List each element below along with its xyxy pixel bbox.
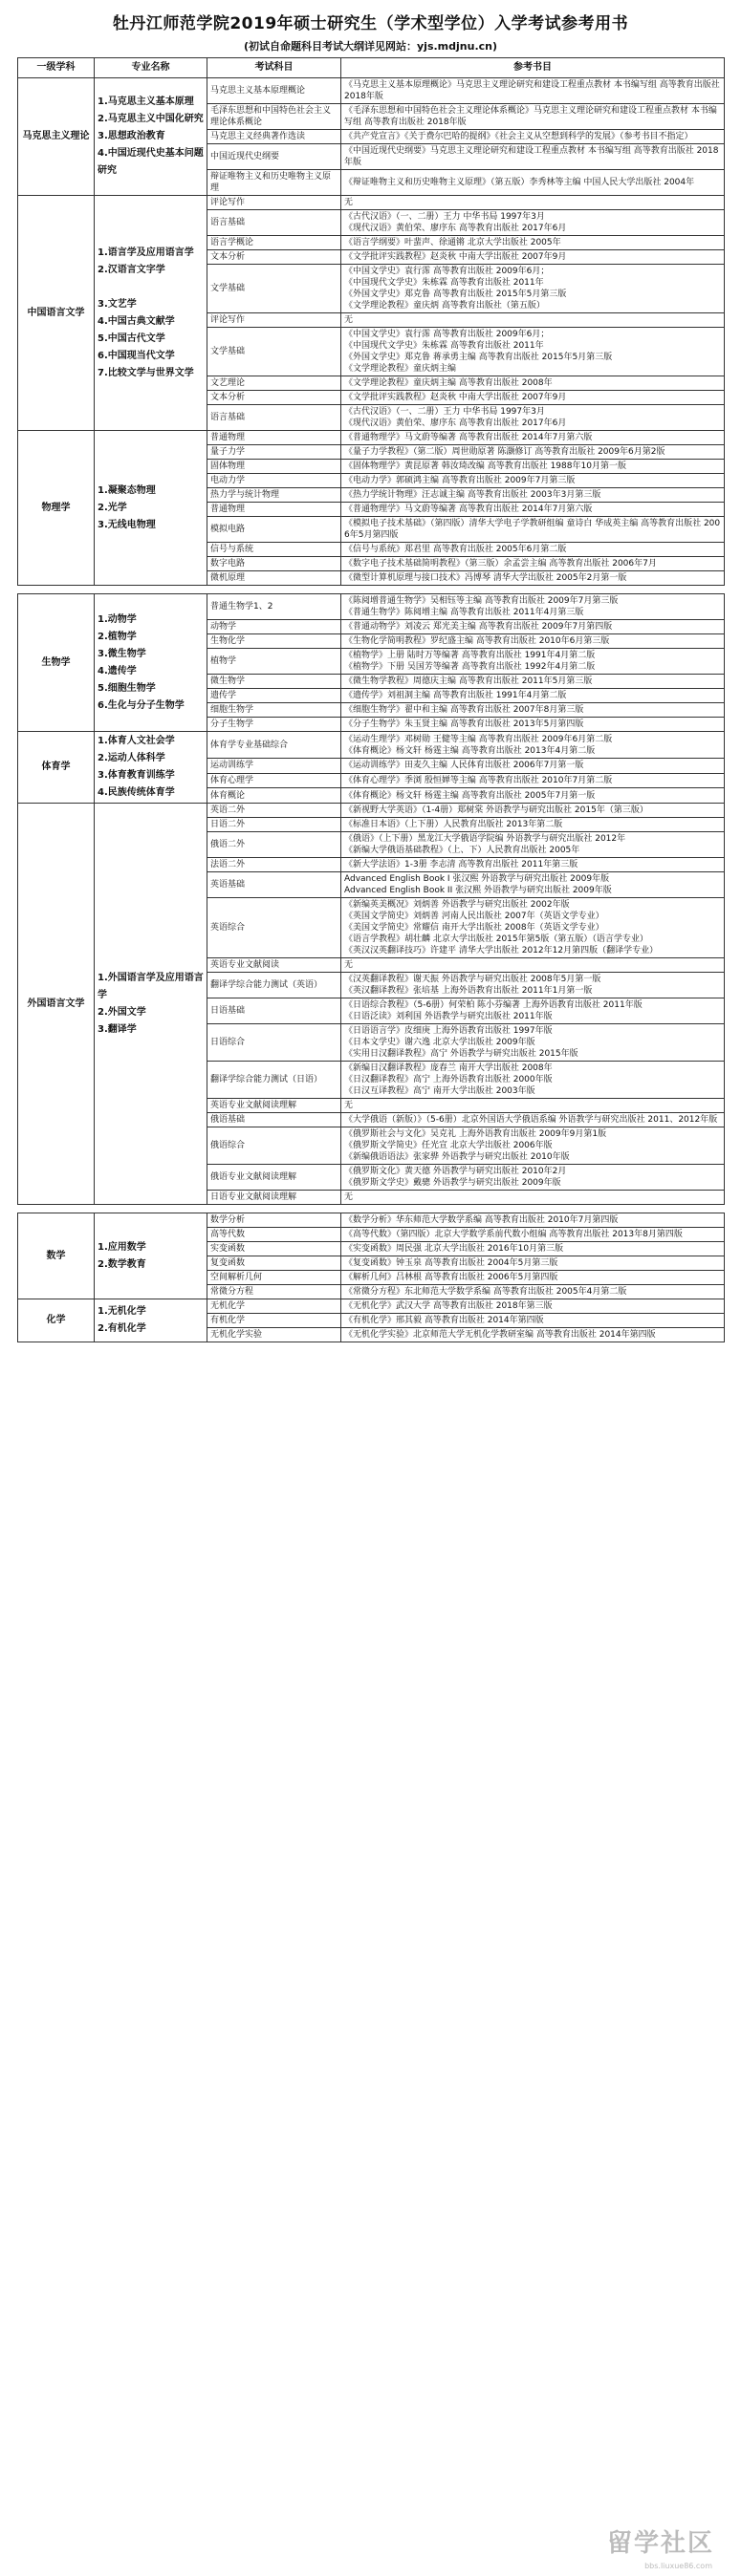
exam-cell: 马克思主义基本原理概论: [207, 78, 341, 104]
reference-line: 《实变函数》周民强 北京大学出版社 2016年10月第三版: [344, 1244, 564, 1254]
reference-line: 《毛泽东思想和中国特色社会主义理论体系概论》马克思主义理论研究和建设工程重点教材 本书编写组 高等教育出版社 2018年版: [344, 106, 717, 127]
reference-cell: [341, 78, 725, 104]
major-item: 1.外国语言学及应用语言学: [98, 972, 204, 1000]
reference-line: 《新编日汉翻译教程》庞春兰 南开大学出版社 2008年: [344, 1063, 553, 1073]
exam-cell: 翻译学综合能力测试（日语）: [207, 1062, 341, 1099]
reference-cell: [341, 405, 725, 431]
watermark-logo: 留学社区: [606, 2529, 714, 2558]
major-item: 6.中国现当代文学: [98, 350, 175, 361]
reference-line: 《常微分方程》东北师范大学数学系编 高等教育出版社 2005年4月第二版: [344, 1287, 627, 1297]
reference-line: 《陈阅增普通生物学》吴相钰等主编 高等教育出版社 2009年7月第三版: [344, 596, 619, 606]
reference-cell: [341, 391, 725, 405]
subject-cell: 外国语言文学: [18, 804, 95, 1205]
reference-line: 《大学俄语（新版）》（5-6册）北京外国语大学俄语系编 外语教学与研究出版社 2011、2012年版: [344, 1115, 718, 1125]
reference-cell: [341, 196, 725, 210]
reference-line: 《普通动物学》刘凌云 郑光美主编 高等教育出版社 2009年7月第四版: [344, 622, 613, 632]
reference-cell: [341, 265, 725, 313]
reference-cell: [341, 689, 725, 703]
exam-cell: 模拟电路: [207, 517, 341, 543]
exam-cell: 电动力学: [207, 474, 341, 488]
reference-line: 《植物学》上册 陆时万等编著 高等教育出版社 1991年4月第二版: [344, 651, 596, 660]
page-subtitle: (初试自命题科目考试大纲详见网站：yjs.mdjnu.cn): [243, 40, 498, 53]
subject-cell: 生物学: [18, 594, 95, 732]
reference-cell: [341, 832, 725, 858]
exam-cell: 实变函数: [207, 1242, 341, 1256]
table-row: [18, 1213, 725, 1228]
reference-line: 《运动训练学》田麦久主编 人民体育出版社 2006年7月第一版: [344, 761, 584, 771]
reference-cell: [341, 376, 725, 391]
reference-line: 《中国近现代史纲要》马克思主义理论研究和建设工程重点教材 本书编写组 高等教育出版社 2018年版: [344, 146, 719, 167]
reference-line: 《电动力学》郭硕鸿主编 高等教育出版社 2009年7月第三版: [344, 476, 576, 485]
reference-cell: [341, 634, 725, 649]
major-cell: [95, 1213, 207, 1299]
exam-cell: 体育概论: [207, 788, 341, 804]
major-cell: [95, 594, 207, 732]
reference-cell: [341, 543, 725, 557]
reference-line: 《马克思主义基本原理概论》马克思主义理论研究和建设工程重点教材 本书编写组 高等教育出版社 2018年版: [344, 80, 720, 101]
reference-cell: [341, 675, 725, 689]
reference-cell: [341, 620, 725, 634]
reference-line: 《外国文学史》郑克鲁 蒋承勇主编 高等教育出版社 2015年5月第三版: [344, 353, 613, 362]
reference-line: 《标准日本语》（上下册）人民教育出版社 2013年第二版: [344, 820, 563, 829]
major-item: 1.应用数学: [98, 1241, 146, 1253]
reference-line: 《体育概论》杨文轩 杨霆主编 高等教育出版社 2005年7月第一版: [344, 790, 596, 801]
exam-cell: 复变函数: [207, 1256, 341, 1271]
reference-line: 《古代汉语》（一、二册）王力 中华书局 1997年3月: [344, 407, 545, 417]
reference-cell: [341, 1299, 725, 1314]
reference-cell: [341, 1213, 725, 1228]
exam-cell: 毛泽东思想和中国特色社会主义理论体系概论: [207, 104, 341, 130]
exam-cell: 中国近现代史纲要: [207, 144, 341, 170]
exam-cell: 英语专业文献阅读: [207, 958, 341, 973]
reference-cell: [341, 1271, 725, 1285]
reference-cell: [341, 313, 725, 328]
major-item: 2.光学: [98, 502, 127, 513]
reference-line: 《现代汉语》黄伯荣、廖序东 高等教育出版社 2017年6月: [344, 224, 567, 233]
reference-cell: [341, 773, 725, 788]
reference-cell: [341, 1228, 725, 1242]
exam-cell: 俄语基础: [207, 1113, 341, 1127]
reference-line: 《微型计算机原理与接口技术》冯博琴 清华大学出版社 2005年2月第一版: [344, 573, 627, 583]
reference-cell: [341, 445, 725, 460]
major-item: 2.外国文学: [98, 1006, 146, 1018]
major-item: 4.民族传统体育学: [98, 787, 175, 798]
reference-line: 《新编俄语语法》张家骅 外语教学与研究出版社 2010年版: [344, 1152, 570, 1162]
reference-line: 《有机化学》邢其毅 高等教育出版社 2014年第四版: [344, 1316, 544, 1325]
subject-cell: 马克思主义理论: [18, 78, 95, 196]
table-row: [18, 594, 725, 620]
reference-line: 《复变函数》钟玉泉 高等教育出版社 2004年5月第三版: [344, 1258, 558, 1268]
reference-cell: [341, 594, 725, 620]
reference-line: 《普通物理学》马文蔚等编著 高等教育出版社 2014年7月第六版: [344, 433, 593, 442]
table-row: [18, 431, 725, 445]
exam-cell: 文本分析: [207, 250, 341, 265]
reference-line: Advanced English Book II 张汉熙 外语教学与研究出版社 2009年版: [344, 886, 612, 895]
header-reference: 参考书目: [341, 58, 725, 78]
reference-line: 《日语语言学》皮细庚 上海外语教育出版社 1997年版: [344, 1026, 553, 1036]
reference-cell: [341, 1242, 725, 1256]
header-exam: 考试科目: [207, 58, 341, 78]
exam-cell: 有机化学: [207, 1314, 341, 1328]
reference-line: 《实用日汉翻译教程》高宁 外语教学与研究出版社 2015年版: [344, 1049, 578, 1059]
exam-cell: 英语基础: [207, 872, 341, 898]
reference-line: 《细胞生物学》翟中和主编 高等教育出版社 2007年8月第三版: [344, 705, 584, 715]
reference-table-part-1: [17, 57, 725, 586]
reference-line: 《解析几何》吕林根 高等教育出版社 2006年5月第四版: [344, 1273, 558, 1282]
reference-line: 《俄罗斯文化》黄天德 外语教学与研究出版社 2010年2月: [344, 1167, 567, 1176]
major-item: 1.动物学: [98, 613, 137, 625]
exam-cell: 微机原理: [207, 571, 341, 586]
exam-cell: 体育心理学: [207, 773, 341, 788]
exam-cell: 文学基础: [207, 328, 341, 376]
reference-cell: [341, 210, 725, 236]
reference-cell: [341, 1314, 725, 1328]
reference-cell: [341, 144, 725, 170]
reference-line: 《文学理论教程》童庆炳主编 高等教育出版社 2008年: [344, 378, 553, 388]
reference-line: 《英国文学简史》刘炳善 河南人民出版社 2007年（英语文学专业）: [344, 912, 604, 921]
exam-cell: 数学分析: [207, 1213, 341, 1228]
reference-cell: [341, 488, 725, 503]
major-item: 3.体育教育训练学: [98, 770, 175, 781]
reference-line: 《俄罗斯文学史》戴骢 外语教学与研究出版社 2009年版: [344, 1178, 561, 1188]
major-item: 4.遗传学: [98, 665, 137, 676]
reference-line: 《外国文学史》郑克鲁 高等教育出版社 2015年5月第三版: [344, 290, 567, 299]
exam-cell: 翻译学综合能力测试（英语）: [207, 973, 341, 998]
exam-cell: 固体物理: [207, 460, 341, 474]
watermark-site: bbs.liuxue86.com: [644, 2562, 712, 2570]
reference-line: 《运动生理学》邓树勋 王健等主编 高等教育出版社 2009年6月第二版: [344, 734, 613, 744]
reference-cell: [341, 804, 725, 818]
reference-line: 《日本文学史》谢六逸 北京大学出版社 2009年版: [344, 1038, 535, 1047]
exam-cell: 生物化学: [207, 634, 341, 649]
exam-cell: 数字电路: [207, 557, 341, 571]
header-major: 专业名称: [95, 58, 207, 78]
table-header-row: [18, 58, 725, 78]
exam-cell: 日语综合: [207, 1024, 341, 1062]
reference-line: 《现代汉语》黄伯荣、廖序东 高等教育出版社 2017年6月: [344, 419, 567, 428]
reference-table-part-3: [17, 1213, 725, 1342]
exam-cell: 日语二外: [207, 818, 341, 832]
reference-line: 《热力学统计物理》汪志诚主编 高等教育出版社 2003年3月第三版: [344, 490, 601, 500]
major-item: 3.微生物学: [98, 648, 146, 659]
major-item: 2.有机化学: [98, 1323, 146, 1334]
exam-cell: 微生物学: [207, 675, 341, 689]
reference-table-part-2: [17, 593, 725, 1205]
exam-cell: 俄语综合: [207, 1127, 341, 1165]
reference-line: 《微生物学教程》周德庆主编 高等教育出版社 2011年5月第三版: [344, 676, 593, 686]
subject-cell: 化学: [18, 1299, 95, 1342]
major-item: 4.中国近现代史基本问题研究: [98, 148, 204, 176]
major-item: 2.运动人体科学: [98, 753, 165, 763]
exam-cell: 文本分析: [207, 391, 341, 405]
major-item: 3.思想政治教育: [98, 131, 165, 141]
exam-cell: 动物学: [207, 620, 341, 634]
reference-line: 《中国现代文学史》朱栋霖 高等教育出版社 2011年: [344, 341, 544, 351]
reference-cell: [341, 788, 725, 804]
exam-cell: 信号与系统: [207, 543, 341, 557]
major-item: 2.数学教育: [98, 1258, 146, 1270]
reference-line: 《新编英美概况》刘炳善 外语教学与研究出版社 2002年版: [344, 900, 570, 910]
reference-cell: [341, 1328, 725, 1342]
subject-cell: 中国语言文学: [18, 196, 95, 431]
exam-cell: 语言基础: [207, 405, 341, 431]
major-cell: [95, 196, 207, 431]
major-item: [98, 279, 204, 296]
exam-cell: 语言学概论: [207, 236, 341, 250]
reference-cell: [341, 998, 725, 1024]
reference-cell: [341, 1256, 725, 1271]
major-item: 1.无机化学: [98, 1306, 146, 1317]
major-cell: [95, 732, 207, 804]
exam-cell: 常微分方程: [207, 1285, 341, 1299]
reference-line: 《文学理论教程》童庆炳 高等教育出版社（第五版）: [344, 301, 545, 311]
reference-cell: [341, 718, 725, 732]
major-cell: [95, 1299, 207, 1342]
reference-line: 《中国现代文学史》朱栋霖 高等教育出版社 2011年: [344, 278, 544, 288]
reference-cell: [341, 759, 725, 774]
exam-cell: 评论写作: [207, 313, 341, 328]
reference-cell: [341, 557, 725, 571]
reference-line: 《日语泛读》刘利国 外语教学与研究出版社 2011年版: [344, 1012, 553, 1021]
reference-line: 《数学分析》华东师范大学数学系编 高等教育出版社 2010年7月第四版: [344, 1215, 619, 1225]
reference-line: 《普通物理学》马文蔚等编著 高等教育出版社 2014年7月第六版: [344, 504, 593, 514]
major-item: 2.汉语言文字学: [98, 264, 165, 275]
reference-cell: [341, 1062, 725, 1099]
reference-cell: [341, 703, 725, 718]
exam-cell: 普通物理: [207, 431, 341, 445]
major-item: 7.比较文学与世界文学: [98, 367, 194, 378]
major-cell: [95, 78, 207, 196]
exam-cell: 俄语二外: [207, 832, 341, 858]
reference-cell: [341, 1165, 725, 1191]
reference-line: 无: [344, 960, 354, 970]
reference-line: 《生物化学简明教程》罗纪盛主编 高等教育出版社 2010年6月第三版: [344, 636, 610, 646]
reference-cell: [341, 1099, 725, 1113]
major-item: 3.翻译学: [98, 1023, 137, 1035]
reference-cell: [341, 571, 725, 586]
exam-cell: 分子生物学: [207, 718, 341, 732]
reference-line: 《文学批评实践教程》赵炎秋 中南大学出版社 2007年9月: [344, 252, 567, 262]
reference-line: 《高等代数》（第四版）北京大学数学系前代数小组编 高等教育出版社 2013年8月第四版: [344, 1230, 683, 1239]
reference-line: 《信号与系统》郑君里 高等教育出版社 2005年6月第二版: [344, 545, 567, 554]
reference-line: 《植物学》下册 吴国芳等编著 高等教育出版社 1992年4月第二版: [344, 662, 596, 672]
exam-cell: 植物学: [207, 649, 341, 675]
exam-cell: 英语二外: [207, 804, 341, 818]
exam-cell: 普通物理: [207, 503, 341, 517]
page-title: 牡丹江师范学院2019年硕士研究生（学术型学位）入学考试参考用书: [112, 14, 629, 33]
reference-line: 《辩证唯物主义和历史唯物主义原理》（第五版）李秀林等主编 中国人民大学出版社 2004年: [344, 178, 695, 187]
reference-cell: [341, 898, 725, 958]
reference-line: 《中国文学史》袁行霈 高等教育出版社 2009年6月；: [344, 267, 550, 276]
reference-line: 《日汉翻译教程》高宁 上海外语教育出版社 2000年版: [344, 1075, 553, 1084]
reference-line: 《日汉互译教程》高宁 南开大学出版社 2003年版: [344, 1086, 535, 1096]
reference-line: 《美国文学简史》常耀信 南开大学出版社 2008年（英语文学专业）: [344, 923, 604, 933]
major-cell: [95, 804, 207, 1205]
major-item: 1.体育人文社会学: [98, 736, 175, 746]
reference-cell: [341, 503, 725, 517]
reference-cell: [341, 517, 725, 543]
exam-cell: 无机化学: [207, 1299, 341, 1314]
exam-cell: 体育学专业基础综合: [207, 732, 341, 759]
major-item: 5.中国古代文学: [98, 333, 165, 344]
reference-line: 《遗传学》刘祖洞主编 高等教育出版社 1991年4月第二版: [344, 691, 567, 700]
reference-line: 《俄罗斯文学简史》任光宣 北京大学出版社 2006年版: [344, 1141, 553, 1150]
major-item: 4.中国古典文献学: [98, 315, 175, 327]
reference-line: Advanced English Book I 张汉熙 外语教学与研究出版社 2009年版: [344, 874, 610, 884]
exam-cell: 普通生物学1、2: [207, 594, 341, 620]
reference-line: 《体育心理学》季浏 殷恒婵等主编 高等教育出版社 2010年7月第二版: [344, 776, 613, 786]
reference-line: 无: [344, 1101, 354, 1110]
reference-cell: [341, 858, 725, 872]
reference-line: 《体育概论》杨文轩 杨霆主编 高等教育出版社 2013年4月第二版: [344, 745, 596, 756]
major-cell: [95, 431, 207, 586]
exam-cell: 评论写作: [207, 196, 341, 210]
reference-line: 《普通生物学》陈阅增主编 高等教育出版社 2011年4月第三版: [344, 608, 584, 617]
table-row: [18, 804, 725, 818]
exam-cell: 马克思主义经典著作选读: [207, 130, 341, 144]
reference-cell: [341, 649, 725, 675]
reference-cell: [341, 1024, 725, 1062]
reference-line: 《俄罗斯社会与文化》吴克礼 上海外语教育出版社 2009年9月第1版: [344, 1129, 607, 1139]
reference-line: 《共产党宣言》《关于费尔巴哈的提纲》《社会主义从空想到科学的发展》（参考书目不指定）: [344, 132, 693, 141]
reference-line: 《无机化学》武汉大学 高等教育出版社 2018年第三版: [344, 1301, 553, 1311]
reference-line: 《新大学法语》1-3册 李志清 高等教育出版社 2011年第三版: [344, 860, 578, 869]
reference-line: 《汉英翻译教程》谢天振 外语教学与研究出版社 2008年5月第一版: [344, 975, 601, 984]
reference-line: 《固体物理学》黄昆原著 韩汝琦改编 高等教育出版社 1988年10月第一版: [344, 462, 626, 471]
reference-cell: [341, 460, 725, 474]
exam-cell: 量子力学: [207, 445, 341, 460]
reference-line: 《新编大学俄语基础教程》（上、下）人民教育出版社 2005年: [344, 846, 580, 855]
reference-cell: [341, 872, 725, 898]
subject-cell: 数学: [18, 1213, 95, 1299]
reference-cell: [341, 474, 725, 488]
major-item: 5.细胞生物学: [98, 682, 156, 694]
reference-cell: [341, 1191, 725, 1205]
reference-line: 《语言学纲要》叶蜚声、徐通锵 北京大学出版社 2005年: [344, 238, 561, 247]
exam-cell: 日语专业文献阅读理解: [207, 1191, 341, 1205]
reference-line: 无: [344, 1192, 354, 1202]
exam-cell: 细胞生物学: [207, 703, 341, 718]
reference-line: 《新视野大学英语》（1-4册）郑树棠 外语教学与研究出版社 2015年（第三版）: [344, 805, 648, 815]
reference-line: 《文学批评实践教程》赵炎秋 中南大学出版社 2007年9月: [344, 393, 567, 402]
reference-line: 《语言学教程》胡壮麟 北京大学出版社 2015年第5版（第五版）（语言学专业）: [344, 934, 648, 944]
reference-cell: [341, 958, 725, 973]
major-item: 3.无线电物理: [98, 519, 156, 530]
reference-cell: [341, 1113, 725, 1127]
reference-line: 《英汉汉英翻译技巧》许建平 清华大学出版社 2012年12月第四版（翻译学专业）: [344, 946, 659, 955]
exam-cell: 文学基础: [207, 265, 341, 313]
reference-cell: [341, 170, 725, 196]
major-item: 1.凝聚态物理: [98, 484, 156, 496]
reference-cell: [341, 1127, 725, 1165]
reference-cell: [341, 818, 725, 832]
major-item: 3.文艺学: [98, 298, 137, 310]
major-item: 1.马克思主义基本原理: [98, 97, 194, 107]
reference-cell: [341, 1285, 725, 1299]
reference-line: 《俄语》（上下册）黑龙江大学俄语学院编 外语教学与研究出版社 2012年: [344, 834, 626, 844]
reference-line: 《古代汉语》（一、二册）王力 中华书局 1997年3月: [344, 212, 545, 222]
major-item: 2.马克思主义中国化研究: [98, 114, 204, 124]
reference-line: 《日语综合教程》（5-6册）何荣柏 陈小芬编著 上海外语教育出版社 2011年版: [344, 1000, 643, 1010]
reference-line: 《数字电子技术基础简明教程》（第三版）余孟尝主编 高等教育出版社 2006年7月: [344, 559, 657, 569]
reference-line: 无: [344, 198, 354, 207]
reference-line: 《模拟电子技术基础》（第四版）清华大学电子学教研组编 童诗白 华成英主编 高等教育出版社 2006年5月第四版: [344, 519, 721, 540]
reference-line: 《无机化学实验》北京师范大学无机化学教研室编 高等教育出版社 2014年第四版: [344, 1330, 656, 1340]
reference-cell: [341, 732, 725, 759]
reference-line: 《量子力学教程》（第二版）周世勋原著 陈灏修订 高等教育出版社 2009年6月第2版: [344, 447, 665, 457]
reference-cell: [341, 104, 725, 130]
reference-cell: [341, 130, 725, 144]
exam-cell: 法语二外: [207, 858, 341, 872]
major-item: 2.植物学: [98, 631, 137, 642]
reference-cell: [341, 328, 725, 376]
exam-cell: 运动训练学: [207, 759, 341, 774]
reference-cell: [341, 236, 725, 250]
exam-cell: 遗传学: [207, 689, 341, 703]
major-item: 1.语言学及应用语言学: [98, 247, 194, 258]
table-row: [18, 78, 725, 104]
exam-cell: 辩证唯物主义和历史唯物主义原理: [207, 170, 341, 196]
subject-cell: 物理学: [18, 431, 95, 586]
reference-cell: [341, 431, 725, 445]
exam-cell: 语言基础: [207, 210, 341, 236]
reference-line: 《中国文学史》袁行霈 高等教育出版社 2009年6月；: [344, 330, 550, 339]
table-row: [18, 732, 725, 759]
exam-cell: 高等代数: [207, 1228, 341, 1242]
exam-cell: 热力学与统计物理: [207, 488, 341, 503]
exam-cell: 文艺理论: [207, 376, 341, 391]
exam-cell: 英语综合: [207, 898, 341, 958]
exam-cell: 空间解析几何: [207, 1271, 341, 1285]
reference-line: 《英汉翻译教程》张培基 上海外语教育出版社 2011年1月第一版: [344, 986, 593, 996]
subject-cell: 体育学: [18, 732, 95, 804]
header-subject: 一级学科: [18, 58, 95, 78]
reference-line: 无: [344, 315, 354, 325]
table-row: [18, 1299, 725, 1314]
reference-cell: [341, 973, 725, 998]
exam-cell: 俄语专业文献阅读理解: [207, 1165, 341, 1191]
reference-line: 《分子生物学》朱玉贤主编 高等教育出版社 2013年5月第四版: [344, 719, 584, 729]
exam-cell: 无机化学实验: [207, 1328, 341, 1342]
reference-line: 《文学理论教程》童庆炳主编: [344, 364, 457, 374]
major-item: 6.生化与分子生物学: [98, 699, 185, 711]
table-row: [18, 196, 725, 210]
exam-cell: 英语专业文献阅读理解: [207, 1099, 341, 1113]
reference-cell: [341, 250, 725, 265]
exam-cell: 日语基础: [207, 998, 341, 1024]
